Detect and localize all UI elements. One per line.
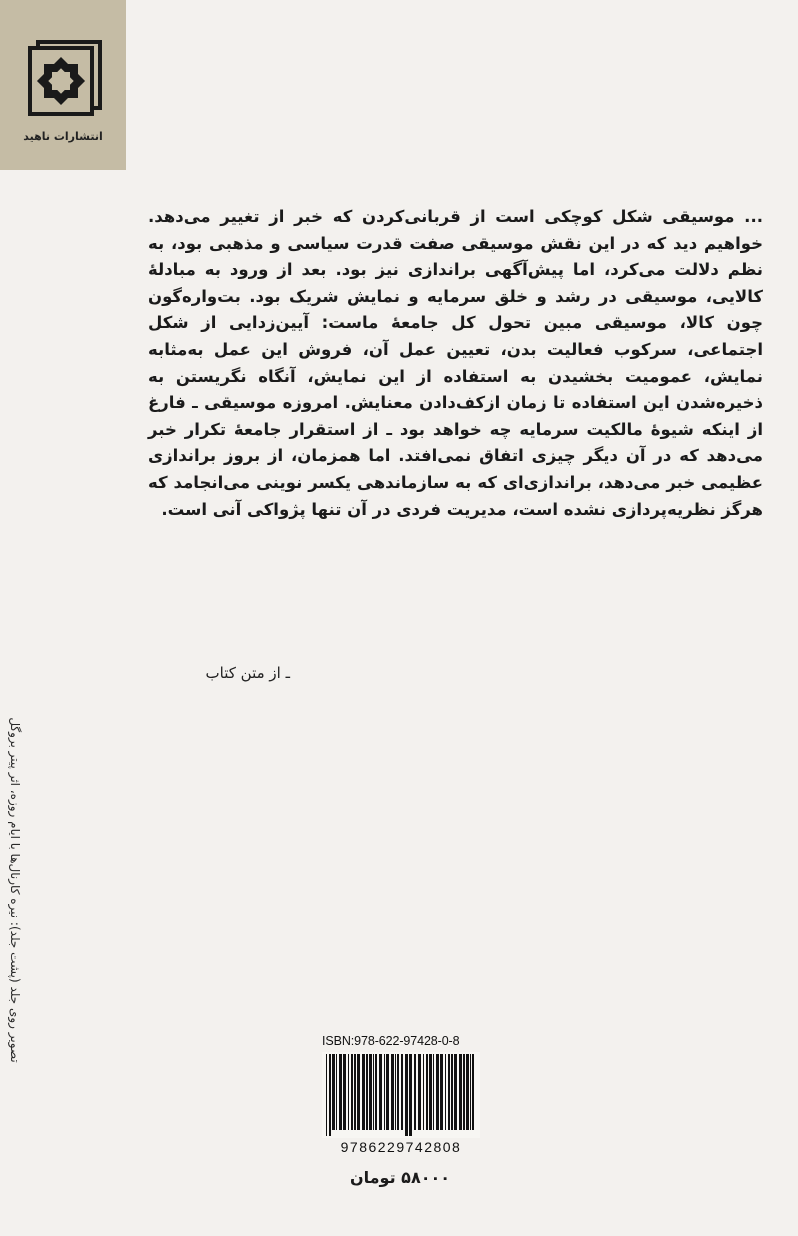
barcode: [322, 1052, 480, 1138]
barcode-bar: [397, 1054, 399, 1130]
cover-credit: [4, 700, 26, 1080]
barcode-bar: [395, 1054, 396, 1130]
barcode-bar: [429, 1054, 432, 1130]
barcode-bar: [336, 1054, 337, 1130]
barcode-bar: [348, 1054, 349, 1130]
barcode-bar: [470, 1054, 471, 1130]
barcode-bar: [384, 1054, 385, 1130]
barcode-bar: [354, 1054, 356, 1130]
barcode-bar: [405, 1054, 408, 1136]
price: ۵۸۰۰۰ تومان: [349, 1168, 450, 1187]
barcode-bar: [362, 1054, 365, 1130]
barcode-bar: [401, 1054, 403, 1130]
barcode-bar: [472, 1054, 474, 1130]
barcode-bar: [436, 1054, 439, 1130]
barcode-bar: [445, 1054, 446, 1130]
back-cover-blurb: ... موسیقی شکل کوچکی است از قربانی‌کردن که خبر از تغییر می‌دهد. خواهیم دید که در این نقش موسیقی صفت قدرت سیاسی و مذهبی بود، به نظم دلالت می‌کرد، اما پیش‌آگهی براندازی نیز بود. بعد از ورود به مبادلهٔ کالایی، موسیقی در رشد و خلق سرمایه و نمایش شریک بود. بت‌واره‌گون چون کالا، موسیقی مبین تحول کل جامعهٔ ماست: آیین‌زدایی از شکل اجتماعی، سرکوب فعالیت بدن، تعیین عمل آن، فروش این عمل به‌مثابه نمایش، عمومیت بخشیدن به استفاده از این نمایش، آنگاه نگریستن به ذخیره‌شدن این استفاده تا زمان ازکف‌دادن معنایش. امروزه موسیقی ـ فارغ از اینکه شیوهٔ مالکیت سرمایه چه خواهد بود ـ از استقرار جامعهٔ تکرار خبر می‌دهد که در آن دیگر چیزی اتفاق نمی‌افتد. اما همزمان، از بروز براندازی عظیمی خبر می‌دهد، براندازی‌ای که به سازماندهی یکسر نوینی می‌انجامد که هرگز نظریه‌پردازی نشده است، مدیریت فردی در آن تنها پژواکی آنی است.: [148, 207, 763, 519]
barcode-bar: [379, 1054, 382, 1130]
barcode-bar: [326, 1054, 327, 1136]
barcode-bar: [459, 1054, 462, 1130]
barcode-bar: [433, 1054, 434, 1130]
barcode-bar: [332, 1054, 335, 1130]
isbn-label: ISBN:978-622-97428-0-8: [322, 1034, 460, 1048]
barcode-bar: [451, 1054, 453, 1130]
barcode-bar: [418, 1054, 421, 1130]
barcode-digits: 9786229742808: [340, 1139, 462, 1155]
barcode-bar: [373, 1054, 374, 1130]
barcode-bar: [409, 1054, 412, 1136]
star-book-logo-icon: [18, 38, 108, 122]
barcode-bar: [339, 1054, 342, 1130]
barcode-bar: [391, 1054, 394, 1130]
barcode-bar: [366, 1054, 368, 1130]
barcode-bar: [357, 1054, 360, 1130]
barcode-bar: [426, 1054, 428, 1130]
barcode-bar: [454, 1054, 457, 1130]
cover-credit-text: تصویر روی جلد (پشت جلد): نیره کارنال‌ها با ایام روزه، اثر پیتر بروگل: [8, 717, 22, 1063]
barcode-bar: [463, 1054, 465, 1130]
barcode-bar: [414, 1054, 416, 1130]
blurb-source: ـ از متن کتاب: [205, 664, 290, 682]
barcode-bar: [375, 1054, 377, 1130]
barcode-bar: [466, 1054, 469, 1130]
barcode-bar: [440, 1054, 443, 1130]
barcode-bar: [423, 1054, 424, 1130]
publisher-name: انتشارات ناهید: [23, 130, 103, 143]
publisher-logo-block: [0, 0, 126, 170]
barcode-bar: [369, 1054, 372, 1130]
barcode-bar: [386, 1054, 389, 1130]
barcode-bar: [351, 1054, 353, 1130]
barcode-bar: [343, 1054, 346, 1130]
barcode-bar: [329, 1054, 331, 1136]
barcode-bar: [448, 1054, 450, 1130]
